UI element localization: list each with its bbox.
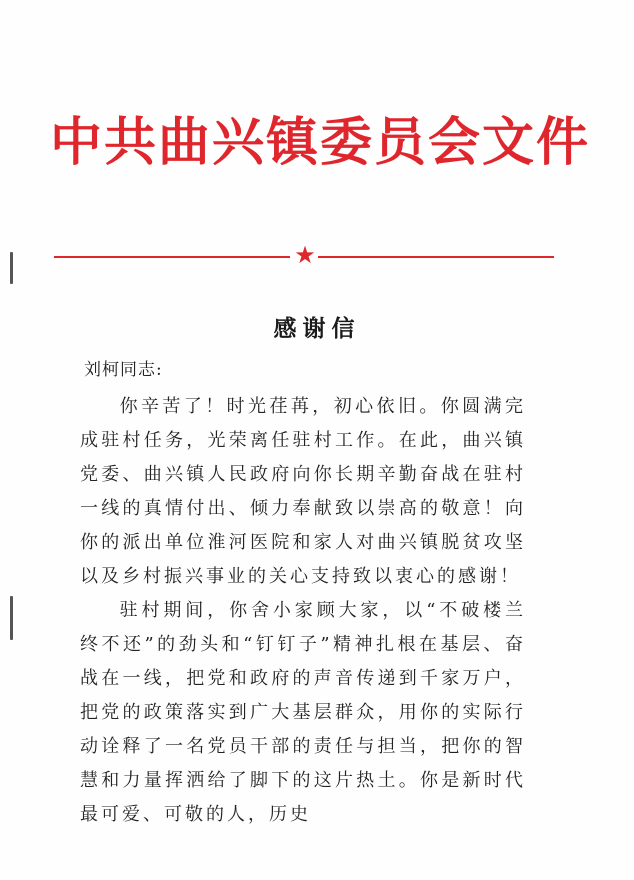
letter-paragraph: 你辛苦了！时光荏苒，初心依旧。你圆满完成驻村任务，光荣离任驻村工作。在此，曲兴镇党委、曲兴镇人民政府向你长期辛勤奋战在驻村一线的真情付出、倾力奉献致以崇高的敬意！向你的派出单位淮河医院和家人对曲兴镇脱贫攻坚以及乡村振兴事业的关心支持致以衷心的感谢！ xyxy=(80,396,526,587)
star-icon: ★ xyxy=(294,241,316,269)
letter-title: 感谢信 xyxy=(273,315,361,342)
document-header-title: 中共曲兴镇委员会文件 xyxy=(50,112,591,173)
divider-line-left xyxy=(54,256,290,258)
binding-mark-bottom xyxy=(10,596,13,640)
letter-paragraph: 驻村期间，你舍小家顾大家，以“不破楼兰终不还”的劲头和“钉钉子”精神扎根在基层、奋战在一线，把党和政府的声音传递到千家万户，把党的政策落实到广大基层群众，用你的实际行动诠释了一名党员干部的责任与担当，把你的智慧和力量挥洒给了脚下的这片热土。你是新时代最可爱、可敬的人，历史 xyxy=(80,600,526,825)
divider-line-right xyxy=(318,256,554,258)
binding-mark-top xyxy=(10,252,13,284)
header-divider xyxy=(54,241,554,269)
letter-salutation: 刘柯同志: xyxy=(84,360,163,380)
letter-body xyxy=(80,390,526,832)
